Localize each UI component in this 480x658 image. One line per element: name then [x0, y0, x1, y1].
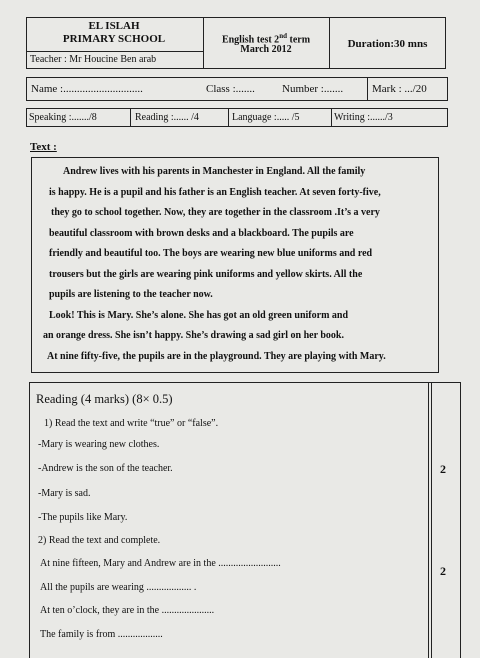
test-title-text: English test 2 [221, 34, 280, 46]
test-title-sup: nd [279, 32, 287, 40]
passage-line: beautiful classroom with brown desks and a blackboard. The pupils are [49, 227, 354, 239]
speaking-score: Speaking :......./8 [29, 112, 97, 123]
q1-instruction: 1) Read the text and write “true” or “false”. [44, 418, 219, 429]
q1-item: -Mary is sad. [38, 488, 91, 499]
score-q2: 2 [440, 564, 446, 578]
school-sub: PRIMARY SCHOOL [62, 33, 166, 45]
writing-score: Writing :....../3 [334, 112, 393, 123]
passage-line: they go to school together. Now, they are together in the classroom .It’s a very [51, 207, 380, 218]
test-title-term: term [286, 34, 311, 46]
passage-line: At nine fifty-five, the pupils are in the playground. They are playing with Mary. [47, 350, 386, 362]
class-field: Class :....... [206, 83, 255, 95]
passage-line: trousers but the girls are wearing pink uniforms and yellow skirts. All the [49, 268, 363, 280]
mark-field: Mark : .../20 [372, 83, 427, 95]
q2-item: All the pupils are wearing .................. . [40, 582, 197, 593]
passage-line: friendly and beautiful too. The boys are wearing new blue uniforms and red [49, 248, 373, 259]
reading-title: Reading (4 marks) (8× 0.5) [36, 392, 173, 406]
q1-item: -The pupils like Mary. [38, 512, 128, 523]
q1-item: -Andrew is the son of the teacher. [38, 463, 173, 474]
passage-line: an orange dress. She isn’t happy. She’s drawing a sad girl on her book. [43, 330, 344, 341]
name-field: Name :............................. [31, 83, 143, 95]
q2-item: At ten o’clock, they are in the ..................... [40, 605, 215, 616]
passage-line: Andrew lives with his parents in Manchester in England. All the family [63, 166, 366, 177]
score-q1: 2 [440, 462, 446, 476]
teacher-name: Teacher : Mr Houcine Ben arab [30, 54, 157, 65]
duration: Duration:30 mns [347, 38, 428, 50]
passage-line: pupils are listening to the teacher now. [49, 289, 213, 300]
q2-item: At nine fifteen, Mary and Andrew are in the ......................... [40, 558, 281, 569]
language-score: Language :..... /5 [232, 112, 300, 123]
q1-item: -Mary is wearing new clothes. [38, 439, 160, 450]
passage-box [31, 157, 439, 373]
test-date: March 2012 [240, 44, 292, 55]
school-name: EL ISLAH [88, 20, 140, 32]
text-heading: Text : [30, 141, 57, 153]
reading-score: Reading :...... /4 [135, 112, 199, 123]
q2-item: The family is from .................. [40, 629, 163, 640]
q2-instruction: 2) Read the text and complete. [38, 535, 161, 546]
passage-line: is happy. He is a pupil and his father is an English teacher. At seven forty-five, [49, 186, 381, 198]
passage-line: Look! This is Mary. She’s alone. She has got an old green uniform and [49, 309, 349, 321]
number-field: Number :....... [282, 83, 344, 95]
